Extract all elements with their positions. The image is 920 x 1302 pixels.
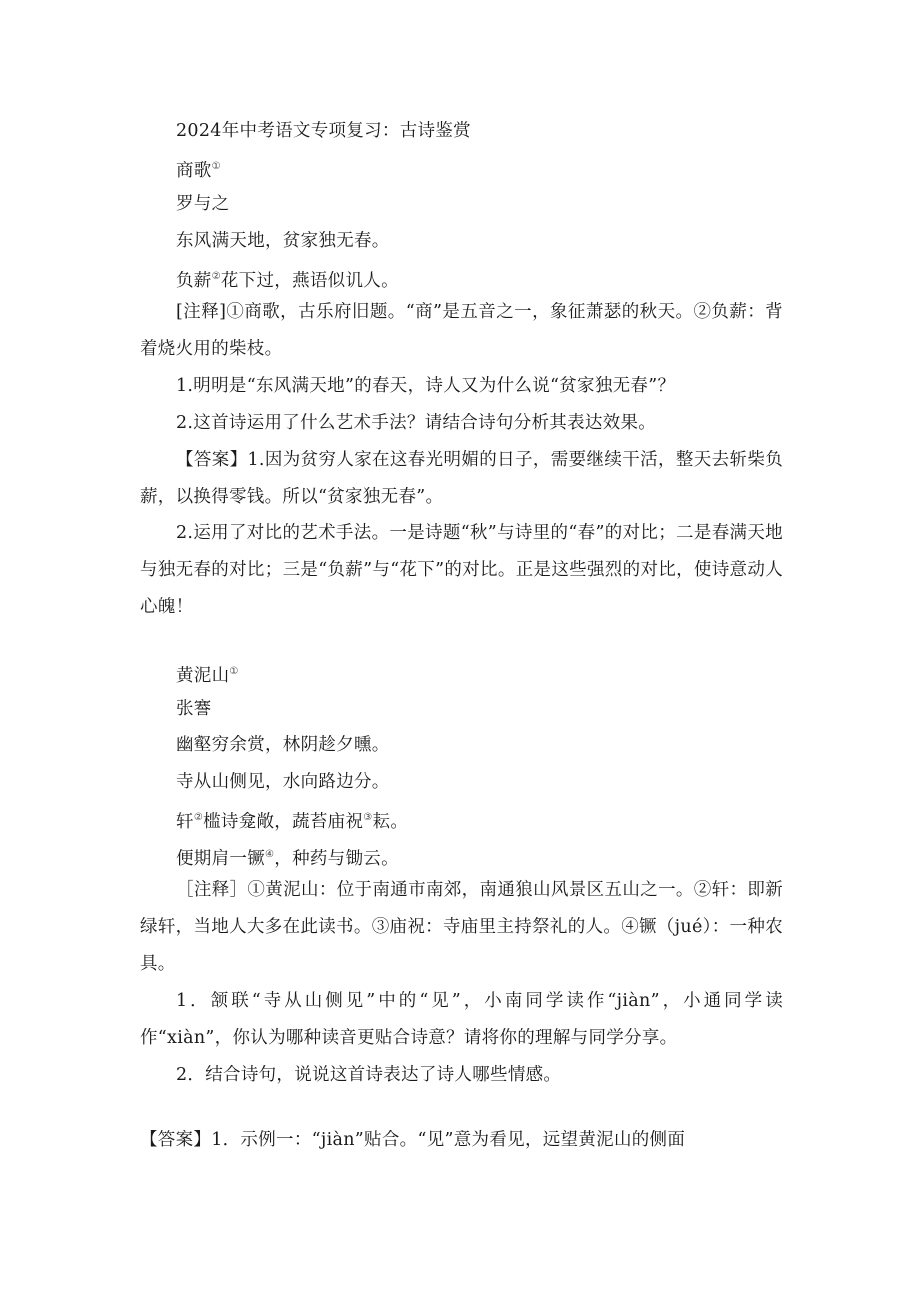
poem2-line: 便期肩一镢④，种药与锄云。	[176, 849, 399, 869]
document-title: 2024年中考语文专项复习：古诗鉴赏	[176, 121, 471, 141]
poem1-title: 商歌①	[176, 161, 221, 181]
poem1-answer-1: 【答案】1.因为贫穷人家在这春光明媚的日子，需要继续干活，整天去斩柴负薪，以换得零钱。所以“贫家独无春”。	[140, 450, 783, 507]
poem1-line: 负薪②花下过，燕语似讥人。	[176, 271, 399, 291]
poem2-question-1: 1．颔联“寺从山侧见”中的“见”，小南同学读作“jiàn”，小通同学读作“xiàn”，你认为哪种读音更贴合诗意？请将你的理解与同学分享。	[140, 991, 783, 1048]
poem1-author: 罗与之	[176, 194, 230, 214]
footnote-marker: ①	[229, 666, 239, 677]
poem1-annotation: [注释]①商歌，古乐府旧题。“商”是五音之一，象征萧瑟的秋天。②负薪：背着烧火用的柴枝。	[140, 302, 783, 359]
footnote-marker: ②	[193, 812, 204, 823]
poem2-author: 张謇	[176, 699, 212, 719]
poem2-annotation: ［注释］①黄泥山：位于南通市南郊，南通狼山风景区五山之一。②轩：即新绿轩，当地人大多在此读书。③庙祝：寺庙里主持祭礼的人。④镢（jué）：一种农具。	[140, 880, 783, 974]
poem2-line: 幽壑穷余赏，林阴趁夕曛。	[176, 735, 390, 755]
poem1-line: 东风满天地，贫家独无春。	[176, 231, 390, 251]
poem2-line: 寺从山侧见，水向路边分。	[176, 772, 390, 792]
footnote-marker: ③	[363, 812, 373, 823]
poem1-answer-2: 2.运用了对比的艺术手法。一是诗题“秋”与诗里的“春”的对比；二是春满天地与独无春的对比；三是“负薪”与“花下”的对比。正是这些强烈的对比，使诗意动人心魄！	[140, 523, 783, 617]
footnote-marker: ①	[211, 161, 221, 172]
poem1-question-2: 2.这首诗运用了什么艺术手法？请结合诗句分析其表达效果。	[176, 413, 657, 433]
poem2-line: 轩②槛诗龛敞，蔬苔庙祝③耘。	[176, 812, 409, 832]
poem1-question-1: 1.明明是“东风满天地”的春天，诗人又为什么说“贫家独无春”？	[176, 376, 676, 396]
footnote-marker: ④	[265, 849, 275, 860]
poem2-title: 黄泥山①	[176, 666, 239, 686]
poem2-answer-1: 【答案】1．示例一：“jiàn”贴合。“见”意为看见，远望黄泥山的侧面	[140, 1130, 686, 1150]
poem2-question-2: 2．结合诗句，说说这首诗表达了诗人哪些情感。	[176, 1065, 562, 1085]
footnote-marker: ②	[211, 271, 221, 282]
